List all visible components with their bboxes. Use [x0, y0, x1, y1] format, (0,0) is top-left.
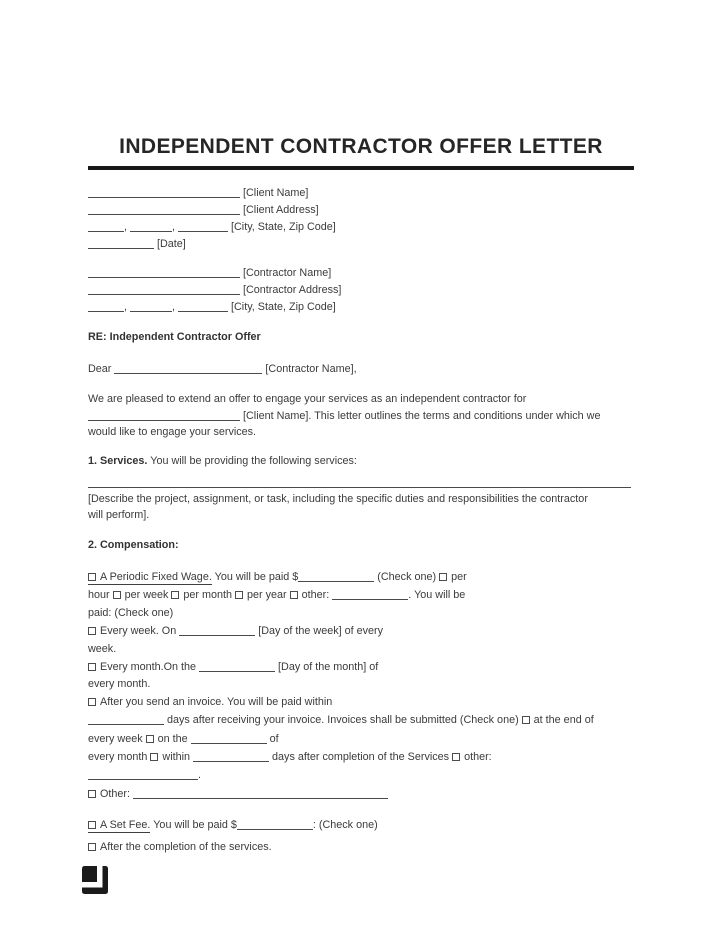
- doc-line: [88, 568, 634, 586]
- blank-field[interactable]: [199, 660, 275, 672]
- blank-field[interactable]: [88, 300, 124, 312]
- blank-field[interactable]: [193, 750, 269, 762]
- text-run: within: [162, 751, 194, 764]
- text-run: days after completion of the Services: [269, 751, 453, 764]
- checkbox[interactable]: [235, 591, 243, 599]
- text-run: We are pleased to extend an offer to engage your services as an independent contractor for: [88, 393, 527, 405]
- doc-line: [88, 694, 634, 711]
- doc-line: [88, 491, 634, 507]
- text-run: per week: [124, 589, 172, 602]
- blank-field[interactable]: [88, 409, 240, 421]
- blank-field[interactable]: [191, 732, 267, 744]
- text-run: [Client Address]: [240, 204, 319, 216]
- text-run: [Day of the month] of: [275, 661, 379, 674]
- text-run: would like to engage your services.: [88, 426, 257, 438]
- re-line: [88, 329, 634, 345]
- blank-field[interactable]: [178, 220, 228, 232]
- doc-line: [88, 605, 634, 622]
- document-title: INDEPENDENT CONTRACTOR OFFER LETTER: [119, 135, 603, 158]
- text-run: A Set Fee.: [100, 819, 151, 832]
- underlined-clause: [88, 819, 150, 833]
- doc-line: [88, 622, 634, 640]
- underlined-clause: [88, 571, 212, 585]
- doc-line: [88, 235, 634, 252]
- text-run: other:: [464, 751, 492, 764]
- set-fee-section: [88, 814, 634, 858]
- checkbox[interactable]: [88, 821, 96, 829]
- text-run: .: [198, 769, 201, 782]
- checkbox[interactable]: [88, 663, 96, 671]
- blank-field[interactable]: [130, 300, 172, 312]
- doc-line: [88, 730, 634, 748]
- document-page: [88, 135, 634, 858]
- blank-field[interactable]: [178, 300, 228, 312]
- blank-field[interactable]: [88, 266, 240, 278]
- doc-line: [88, 748, 634, 766]
- text-run: Every month.On the: [100, 661, 200, 674]
- doc-line: [88, 298, 634, 315]
- salutation-line: [88, 360, 634, 377]
- blank-field[interactable]: [88, 220, 124, 232]
- text-run: other:: [301, 589, 333, 602]
- blank-field[interactable]: [88, 203, 240, 215]
- doc-line: [88, 676, 634, 693]
- blank-field[interactable]: [237, 818, 313, 830]
- text-run: [Contractor Address]: [240, 284, 342, 296]
- text-run: of: [266, 732, 279, 745]
- text-run: hour: [88, 589, 113, 602]
- doc-line: [88, 641, 634, 658]
- text-run: You will be paid $: [211, 571, 299, 583]
- doc-line: [88, 184, 634, 201]
- text-run: After you send an invoice. You will be paid within: [100, 695, 333, 708]
- text-run: Dear: [88, 363, 115, 375]
- doc-line: [88, 814, 634, 836]
- blank-field[interactable]: [298, 570, 374, 582]
- text-run: paid: (Check one): [88, 606, 174, 619]
- text-run: [City, State, Zip Code]: [228, 301, 336, 313]
- doc-line: [88, 836, 634, 858]
- blank-field[interactable]: [179, 624, 255, 636]
- text-run: [Day of the week] of every: [255, 625, 384, 638]
- checkbox[interactable]: [439, 573, 447, 581]
- text-run: ,: [172, 221, 178, 233]
- checkbox[interactable]: [171, 591, 179, 599]
- title-rule: [88, 166, 634, 170]
- text-run: per year: [247, 589, 290, 602]
- text-run: at the end of: [533, 714, 594, 727]
- text-run: every week: [88, 732, 146, 745]
- text-run: 2. Compensation:: [88, 539, 179, 551]
- text-run: [Describe the project, assignment, or task, including the specific duties and responsibilities the contractor: [88, 493, 588, 505]
- blank-field[interactable]: [88, 713, 164, 725]
- checkbox[interactable]: [290, 591, 298, 599]
- text-run: per: [451, 571, 467, 583]
- text-run: 1. Services.: [88, 455, 148, 467]
- periodic-fixed-wage-section: [88, 568, 634, 803]
- doc-line: [88, 360, 634, 377]
- contractor-address-block: [88, 264, 634, 315]
- text-run: (Check one): [374, 571, 440, 583]
- text-run: After the completion of the services.: [100, 841, 272, 854]
- doc-line: [88, 264, 634, 281]
- checkbox[interactable]: [88, 790, 96, 798]
- client-address-block: [88, 184, 634, 252]
- text-run: ,: [172, 301, 178, 313]
- text-run: Other:: [100, 787, 134, 800]
- text-run: every month: [88, 751, 151, 764]
- doc-line: [88, 201, 634, 218]
- checkbox[interactable]: [88, 698, 96, 706]
- doc-line: [88, 711, 634, 729]
- text-run: ,: [124, 221, 130, 233]
- blank-field[interactable]: [133, 787, 388, 799]
- text-run: Every week. On: [100, 625, 180, 638]
- services-description: [88, 474, 634, 523]
- checkbox[interactable]: [88, 843, 96, 851]
- blank-field[interactable]: [114, 362, 262, 374]
- checkbox[interactable]: [146, 735, 154, 743]
- blank-field[interactable]: [88, 186, 240, 198]
- blank-field[interactable]: [88, 476, 631, 488]
- blank-field[interactable]: [88, 768, 198, 780]
- document-body: [88, 184, 634, 858]
- doc-line: [88, 407, 634, 424]
- blank-field[interactable]: [88, 283, 240, 295]
- doc-line: [88, 218, 634, 235]
- checkbox[interactable]: [88, 627, 96, 635]
- doc-line: [88, 507, 634, 523]
- text-run: [Client Name]: [240, 187, 309, 199]
- doc-line: [88, 474, 634, 491]
- checkbox[interactable]: [150, 753, 158, 761]
- text-run: will perform].: [88, 509, 150, 521]
- text-run: You will be providing the following services:: [147, 455, 357, 467]
- services-heading: [88, 453, 634, 469]
- text-run: week.: [88, 642, 117, 655]
- checkbox[interactable]: [88, 573, 96, 581]
- doc-line: [88, 281, 634, 298]
- doc-line: [88, 391, 634, 407]
- doc-line: [88, 658, 634, 676]
- text-run: per month: [183, 589, 236, 602]
- text-run: [Client Name]. This letter outlines the terms and conditions under which we: [240, 410, 601, 422]
- text-run: [City, State, Zip Code]: [228, 221, 336, 233]
- doc-line: [88, 537, 634, 553]
- text-run: . You will be: [408, 589, 466, 602]
- compensation-heading: [88, 537, 634, 553]
- text-run: You will be paid $: [150, 819, 237, 832]
- text-run: RE: Independent Contractor Offer: [88, 331, 261, 343]
- checkbox[interactable]: [113, 591, 121, 599]
- text-run: : (Check one): [312, 819, 378, 832]
- doc-line: [88, 586, 634, 604]
- legal-templates-logo-icon: [82, 866, 108, 894]
- intro-paragraph: [88, 391, 634, 440]
- doc-line: [88, 424, 634, 440]
- text-run: A Periodic Fixed Wage.: [100, 571, 212, 583]
- blank-field[interactable]: [130, 220, 172, 232]
- checkbox[interactable]: [452, 753, 460, 761]
- text-run: every month.: [88, 678, 151, 691]
- text-run: on the: [157, 732, 191, 745]
- doc-line: [88, 766, 634, 784]
- blank-field[interactable]: [88, 237, 154, 249]
- text-run: [Contractor Name]: [240, 267, 332, 279]
- text-run: [Date]: [154, 238, 186, 250]
- text-run: ,: [124, 301, 130, 313]
- text-run: [Contractor Name],: [262, 363, 357, 375]
- checkbox[interactable]: [522, 716, 530, 724]
- blank-field[interactable]: [332, 588, 408, 600]
- doc-line: [88, 785, 634, 803]
- doc-line: [88, 453, 634, 469]
- doc-line: [88, 329, 634, 345]
- text-run: days after receiving your invoice. Invoices shall be submitted (Check one): [164, 714, 522, 727]
